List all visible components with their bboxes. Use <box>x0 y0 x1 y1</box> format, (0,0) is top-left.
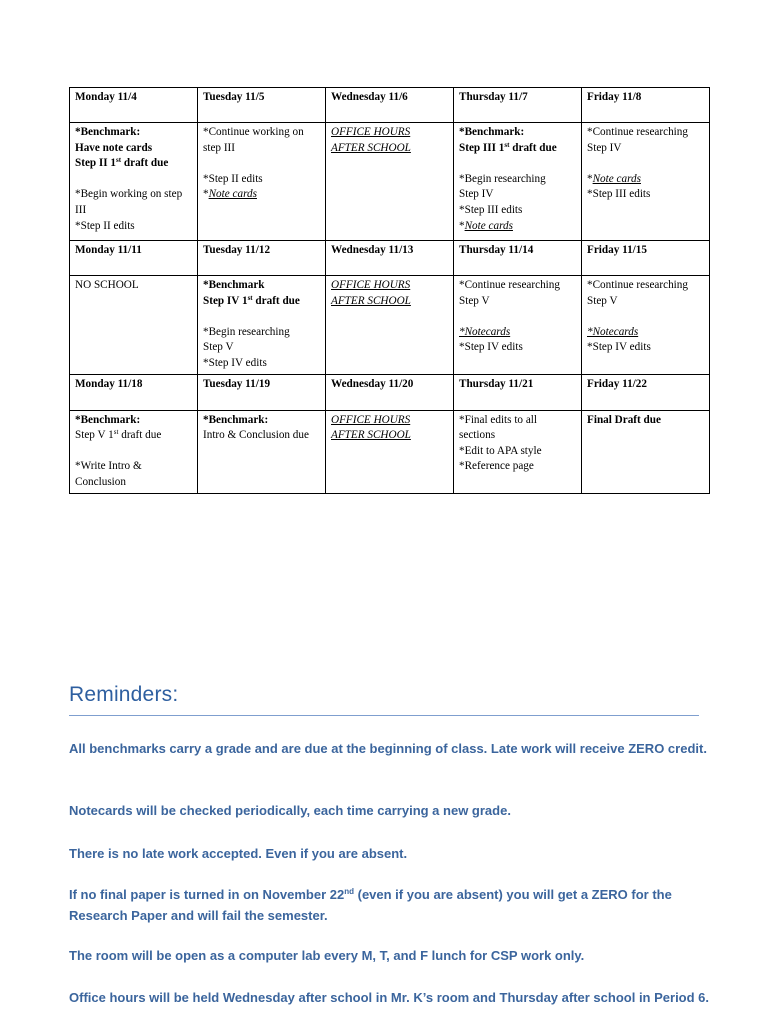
benchmark-label: *Benchmark: <box>75 413 141 426</box>
task-line: *Note cards <box>203 188 257 201</box>
task-line: *Continue researching <box>587 126 688 138</box>
day-header: Wednesday 11/20 <box>326 374 454 410</box>
task-line: sections <box>459 429 496 442</box>
task-line: Step IV <box>459 188 494 201</box>
task-line: *Reference page <box>459 460 534 473</box>
office-hours-text: AFTER SCHOOL <box>331 141 411 154</box>
reminder-benchmarks: All benchmarks carry a grade and are due at the beginning of class. Late work will receive ZERO credit. <box>69 741 707 756</box>
day-header: Monday 11/4 <box>70 88 198 123</box>
week1-header-row <box>70 88 710 123</box>
week3-header-row <box>70 374 710 410</box>
day-cell-thursday <box>454 123 582 241</box>
task-line: Step IV <box>587 141 622 154</box>
task-line: *Step III edits <box>587 188 651 201</box>
day-header: Tuesday 11/12 <box>198 241 326 276</box>
final-draft-due: Final Draft due <box>587 413 661 426</box>
day-header: Tuesday 11/5 <box>198 88 326 123</box>
reminder-notecards: Notecards will be checked periodically, each time carrying a new grade. <box>69 803 511 818</box>
task-line: *Step II edits <box>203 172 263 185</box>
week3-content-row <box>70 410 710 493</box>
task-line: *Step III edits <box>459 203 523 216</box>
day-cell-tuesday <box>198 123 326 241</box>
task-line: Step V 1st draft due <box>75 428 162 442</box>
task-line: *Step IV edits <box>203 356 267 369</box>
day-cell-friday <box>582 123 710 241</box>
day-header: Wednesday 11/13 <box>326 241 454 276</box>
day-header: Friday 11/15 <box>582 241 710 276</box>
day-cell-tuesday <box>198 410 326 493</box>
week1-content-row <box>70 123 710 241</box>
reminder-late-work: There is no late work accepted. Even if you are absent. <box>69 846 408 861</box>
task-line: *Begin working on step <box>75 188 183 201</box>
reminder-final-paper: If no final paper is turned in on November 22nd (even if you are absent) you will get a ZERO for the Research Paper and will fail the semester. <box>69 887 672 923</box>
office-hours-text: AFTER SCHOOL <box>331 294 411 307</box>
task-line: *Step II edits <box>75 219 135 232</box>
day-cell-tuesday <box>198 276 326 375</box>
task-line: *Write Intro & <box>75 460 142 473</box>
day-header: Monday 11/11 <box>70 241 198 276</box>
task-line: Step V <box>203 341 234 354</box>
benchmark-label: *Benchmark: <box>75 126 141 138</box>
day-header: Thursday 11/14 <box>454 241 582 276</box>
day-header: Friday 11/22 <box>582 374 710 410</box>
task-line: *Notecards <box>587 325 639 338</box>
task-line: *Final edits to all <box>459 413 537 426</box>
task-line: *Continue researching <box>587 279 688 291</box>
task-line: Have note cards <box>75 141 153 154</box>
task-line: Step II 1st draft due <box>75 156 169 170</box>
benchmark-label: *Benchmark: <box>459 126 525 138</box>
task-line: Conclusion <box>75 475 126 488</box>
task-line: *Continue working on <box>203 126 304 138</box>
task-line: Step V <box>459 294 490 307</box>
task-line: *Note cards <box>459 219 513 232</box>
task-line: *Notecards <box>459 325 511 338</box>
task-line: *Step IV edits <box>459 341 523 354</box>
task-line: Step III 1st draft due <box>459 140 557 154</box>
task-line: *Continue researching <box>459 279 560 291</box>
day-cell-monday <box>70 123 198 241</box>
heading-rule <box>69 715 699 716</box>
benchmark-label: *Benchmark <box>203 279 265 291</box>
task-line: step III <box>203 141 235 154</box>
task-line: Step IV 1st draft due <box>203 293 300 307</box>
task-line: III <box>75 203 87 216</box>
reminder-office-hours: Office hours will be held Wednesday after school in Mr. K’s room and Thursday after school in Period 6. <box>69 990 710 1005</box>
benchmark-label: *Benchmark: <box>203 413 269 426</box>
office-hours-text: OFFICE HOURS <box>331 126 411 138</box>
schedule-table <box>69 87 710 494</box>
week2-content-row <box>70 276 710 375</box>
task-line: *Begin researching <box>203 325 290 338</box>
day-header: Wednesday 11/6 <box>326 88 454 123</box>
reminders-heading: Reminders: <box>69 683 179 706</box>
office-hours-text: AFTER SCHOOL <box>331 429 411 442</box>
day-cell-friday <box>582 276 710 375</box>
day-cell-monday <box>70 410 198 493</box>
task-line: Intro & Conclusion due <box>203 429 309 442</box>
day-cell-wednesday <box>326 276 454 375</box>
task-line: *Begin researching <box>459 172 546 185</box>
day-cell-friday <box>582 410 710 493</box>
day-cell-monday <box>70 276 198 375</box>
task-line: Step V <box>587 294 618 307</box>
day-header: Friday 11/8 <box>582 88 710 123</box>
office-hours-text: OFFICE HOURS <box>331 279 411 291</box>
day-header: Tuesday 11/19 <box>198 374 326 410</box>
day-header: Monday 11/18 <box>70 374 198 410</box>
task-line: *Note cards <box>587 172 641 185</box>
day-header: Thursday 11/7 <box>454 88 582 123</box>
week2-header-row <box>70 241 710 276</box>
reminder-computer-lab: The room will be open as a computer lab every M, T, and F lunch for CSP work only. <box>69 948 585 963</box>
no-school-text: NO SCHOOL <box>75 279 139 291</box>
day-cell-thursday <box>454 276 582 375</box>
task-line: *Step IV edits <box>587 341 651 354</box>
task-line: *Edit to APA style <box>459 444 542 457</box>
office-hours-text: OFFICE HOURS <box>331 413 411 426</box>
day-header: Thursday 11/21 <box>454 374 582 410</box>
day-cell-wednesday <box>326 123 454 241</box>
day-cell-thursday <box>454 410 582 493</box>
day-cell-wednesday <box>326 410 454 493</box>
